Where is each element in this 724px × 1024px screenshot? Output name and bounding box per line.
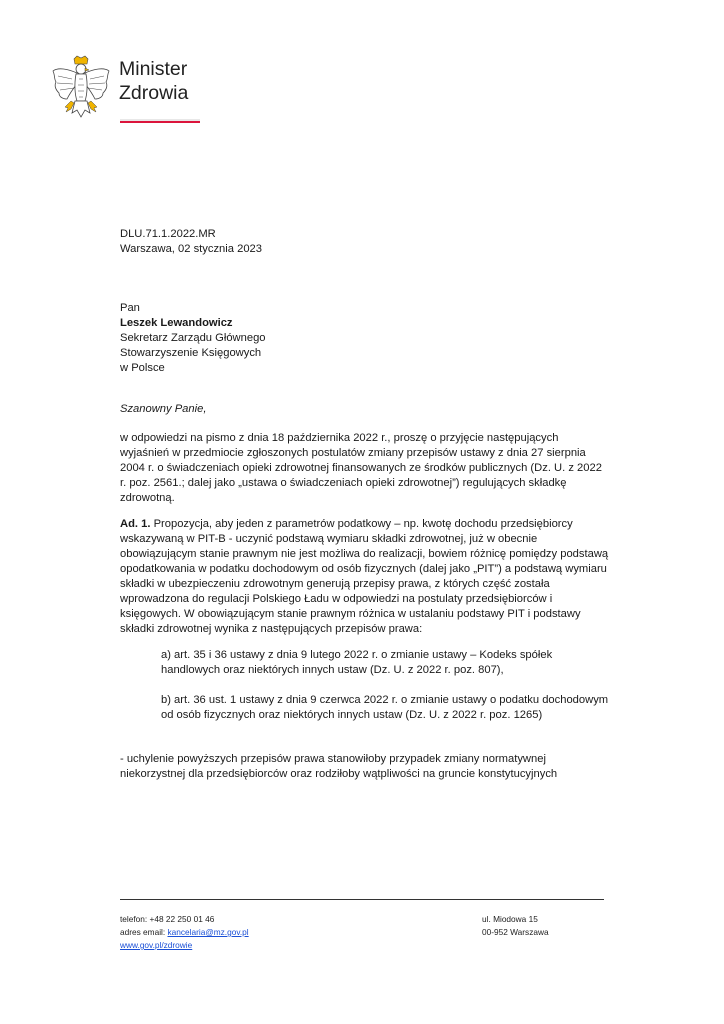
footer-website-link[interactable]: www.gov.pl/zdrowie (120, 940, 193, 950)
list-item-b: b) art. 36 ust. 1 ustawy z dnia 9 czerwca 2022 r. o zmianie ustawy o podatku dochodowym od osób fizycznych oraz niektórych innych ustaw (Dz. U. z 2022 r. poz. 1265) (161, 694, 609, 721)
footer-postal-city: 00-952 Warszawa (482, 927, 549, 937)
footer-address (482, 913, 549, 939)
flag-bar-red (120, 121, 200, 123)
greeting: Szanowny Panie, (120, 403, 207, 415)
ad1-text: Propozycja, aby jeden z parametrów podatkowy – np. kwotę dochodu przedsiębiorcy wskazywaną w PIT-B - uczynić podstawą wymiaru składki zdrowotnej, już w obecnie obowiązującym stanie prawnym nie jest możliwa do realizacji, bowiem różnicę pomiędzy podstawą opodatkowania w podatku dochodowym od osób fizycznych (dalej jako „PIT”) a podstawą wymiaru składki w ubezpieczeniu zdrowotnym generują przepisy prawa, z których część została wprowadzona do regulacji Polskiego Ładu w odpowiedzi na postulaty przedsiębiorców i księgowych. W obowiązującym stanie prawnym różnica w ustalaniu podstawy PIT i podstawy składki zdrowotnej wynika z następujących przepisów prawa: (120, 518, 609, 635)
addressee-position-2: Stowarzyszenie Księgowych (120, 347, 262, 359)
footer-contact (120, 913, 249, 952)
addressee-position-3: w Polsce (120, 362, 165, 374)
footer-street: ul. Miodowa 15 (482, 914, 538, 924)
intro-paragraph: w odpowiedzi na pismo z dnia 18 października 2022 r., proszę o przyjęcie następujących wyjaśnień w przedmiocie zgłoszonych postulatów zmiany przepisów ustawy z dnia 27 sierpnia 2004 r. o świadczeniach opieki zdrowotnej finansowanych ze środków publicznych (Dz. U. z 2022 r. poz. 2561.; dalej jako „ustawa o świadczeniach opieki zdrowotnej”) regulujących składkę zdrowotną. (120, 432, 602, 504)
footer-email-line (120, 926, 249, 939)
logo-line-1: Minister (119, 58, 188, 80)
addressee-position-1: Sekretarz Zarządu Głównego (120, 332, 266, 344)
footer-phone: telefon: +48 22 250 01 46 (120, 914, 215, 924)
list-item-a: a) art. 35 i 36 ustawy z dnia 9 lutego 2022 r. o zmianie ustawy – Kodeks spółek handlowych oraz niektórych innych ustaw (Dz. U. z 2022 r. poz. 807), (161, 649, 553, 676)
footer-email-label: adres email: (120, 927, 168, 937)
logo-line-2: Zdrowia (119, 82, 189, 104)
footer-email-link[interactable]: kancelaria@mz.gov.pl (167, 927, 249, 937)
addressee-block (120, 301, 610, 376)
flag-bar (120, 119, 200, 123)
ad1-paragraph (120, 517, 610, 637)
addressee-salutation: Pan (120, 302, 140, 314)
ministry-logo (50, 55, 210, 125)
logo-text (119, 57, 188, 105)
ad1-label: Ad. 1. (120, 518, 151, 530)
place-date: Warszawa, 02 stycznia 2023 (120, 243, 262, 255)
reference-block (120, 227, 610, 257)
polish-eagle-emblem-icon (50, 55, 112, 123)
addressee-name: Leszek Lewandowicz (120, 317, 233, 329)
footer-divider (120, 899, 604, 900)
closing-paragraph: - uchylenie powyższych przepisów prawa stanowiłoby przypadek zmiany normatywnej niekorzystnej dla przedsiębiorców oraz rodziłoby wątpliwości na gruncie konstytucyjnych (120, 753, 558, 780)
reference-number: DLU.71.1.2022.MR (120, 228, 216, 240)
